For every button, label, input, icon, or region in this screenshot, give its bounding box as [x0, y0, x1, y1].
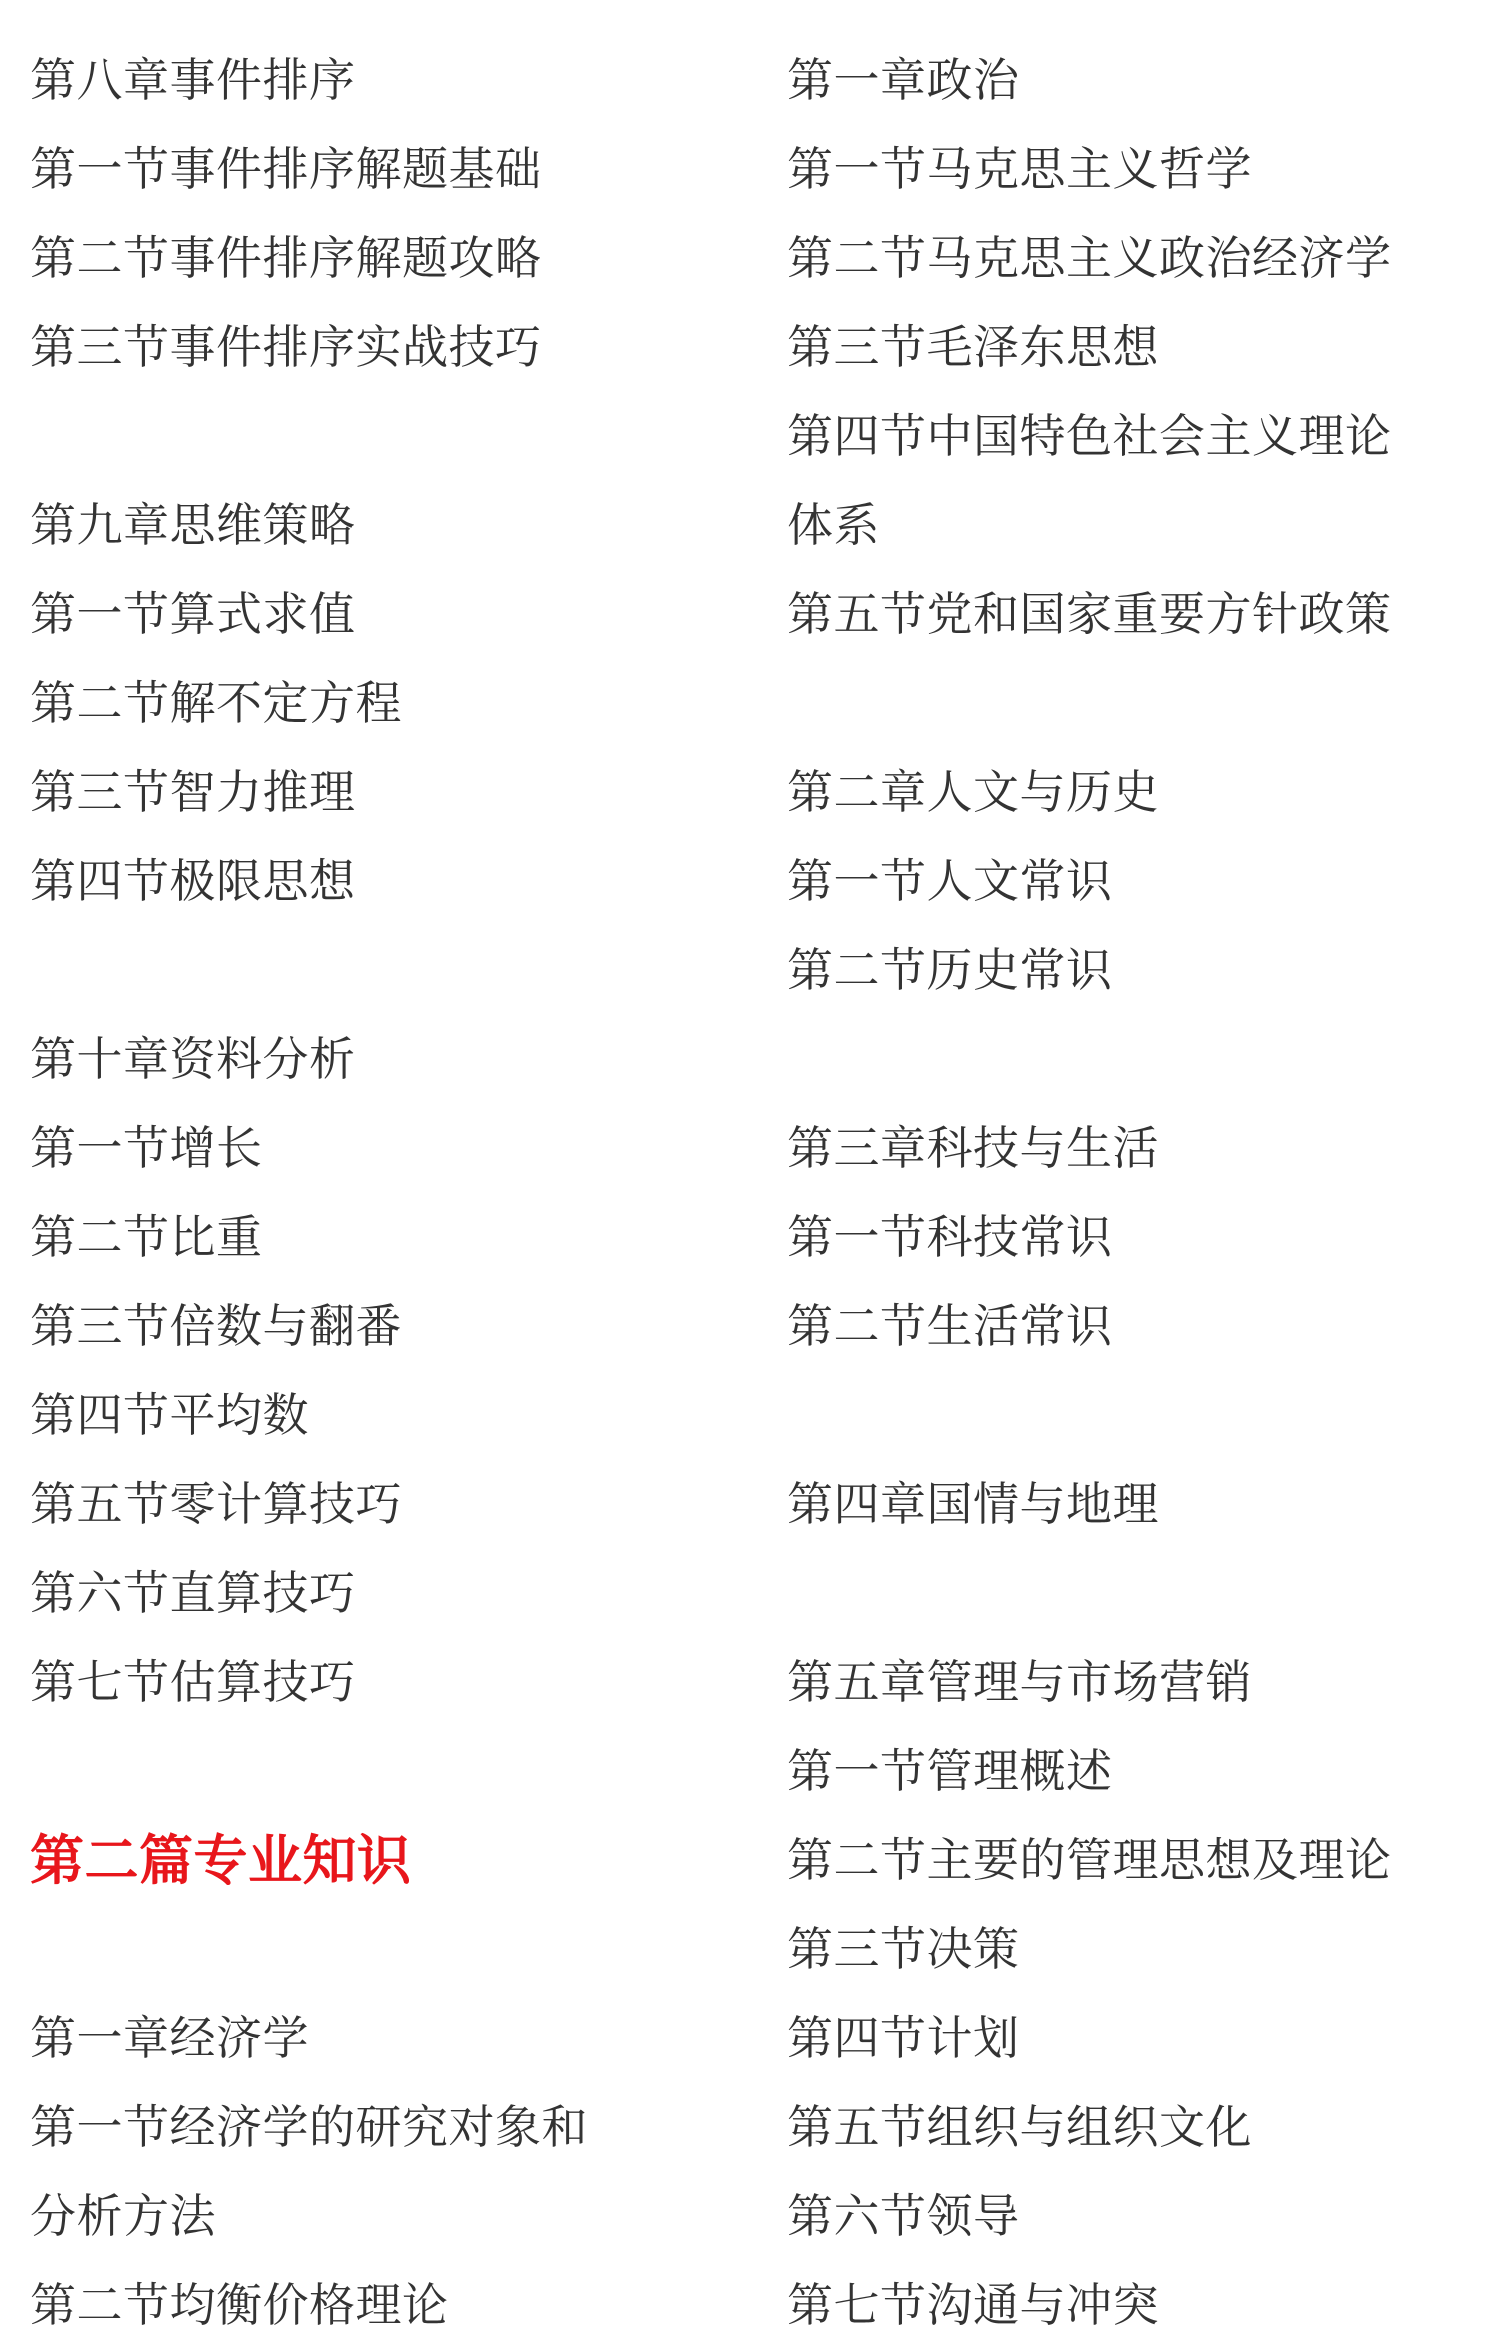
blank-spacer: [787, 1015, 1487, 1104]
section-item: 第七节沟通与冲突: [787, 2278, 1159, 2332]
section-item: 第六节直算技巧: [30, 1566, 356, 1620]
toc-left-column: [30, 36, 730, 2350]
section-item: 体系: [787, 498, 880, 552]
section-item: 第三节倍数与翻番: [30, 1299, 402, 1353]
section-item: 第四节极限思想: [30, 854, 356, 908]
section-item: 第一节增长: [30, 1121, 263, 1175]
blank-spacer: [30, 1727, 730, 1816]
section-item: 第二节生活常识: [787, 1299, 1113, 1353]
blank-spacer: [787, 1371, 1487, 1460]
chapter-heading: 第五章管理与市场营销: [787, 1655, 1252, 1709]
chapter-heading: 第一章经济学: [30, 2011, 309, 2065]
section-item: 分析方法: [30, 2189, 216, 2243]
section-item: 第三节智力推理: [30, 765, 356, 819]
section-item: 第一节经济学的研究对象和: [30, 2100, 588, 2154]
chapter-heading: 第十章资料分析: [30, 1032, 356, 1086]
blank-spacer: [30, 926, 730, 1015]
chapter-heading: 第二章人文与历史: [787, 765, 1159, 819]
blank-spacer: [787, 659, 1487, 748]
part-title: 第二篇专业知识: [30, 1829, 412, 1892]
section-item: 第二节解不定方程: [30, 676, 402, 730]
chapter-heading: 第九章思维策略: [30, 498, 356, 552]
section-item: 第三节事件排序实战技巧: [30, 320, 542, 374]
toc-right-column: [787, 36, 1487, 2350]
section-item: 第三节毛泽东思想: [787, 320, 1159, 374]
section-item: 第三节决策: [787, 1922, 1020, 1976]
section-item: 第七节估算技巧: [30, 1655, 356, 1709]
chapter-heading: 第一章政治: [787, 53, 1020, 107]
chapter-heading: 第四章国情与地理: [787, 1477, 1159, 1531]
section-item: 第一节科技常识: [787, 1210, 1113, 1264]
section-item: 第五节党和国家重要方针政策: [787, 587, 1392, 641]
section-item: 第一节马克思主义哲学: [787, 142, 1252, 196]
section-item: 第一节算式求值: [30, 587, 356, 641]
chapter-heading: 第八章事件排序: [30, 53, 356, 107]
section-item: 第二节事件排序解题攻略: [30, 231, 542, 285]
section-item: 第二节均衡价格理论: [30, 2278, 449, 2332]
section-item: 第一节事件排序解题基础: [30, 142, 542, 196]
section-item: 第六节领导: [787, 2189, 1020, 2243]
section-item: 第五节组织与组织文化: [787, 2100, 1252, 2154]
chapter-heading: 第三章科技与生活: [787, 1121, 1159, 1175]
blank-spacer: [30, 1905, 730, 1994]
section-item: 第四节平均数: [30, 1388, 309, 1442]
section-item: 第一节人文常识: [787, 854, 1113, 908]
section-item: 第一节管理概述: [787, 1744, 1113, 1798]
section-item: 第二节比重: [30, 1210, 263, 1264]
blank-spacer: [30, 392, 730, 481]
section-item: 第五节零计算技巧: [30, 1477, 402, 1531]
section-item: 第二节主要的管理思想及理论: [787, 1833, 1392, 1887]
section-item: 第二节马克思主义政治经济学: [787, 231, 1392, 285]
section-item: 第二节历史常识: [787, 943, 1113, 997]
blank-spacer: [787, 1549, 1487, 1638]
section-item: 第四节中国特色社会主义理论: [787, 409, 1392, 463]
section-item: 第四节计划: [787, 2011, 1020, 2065]
